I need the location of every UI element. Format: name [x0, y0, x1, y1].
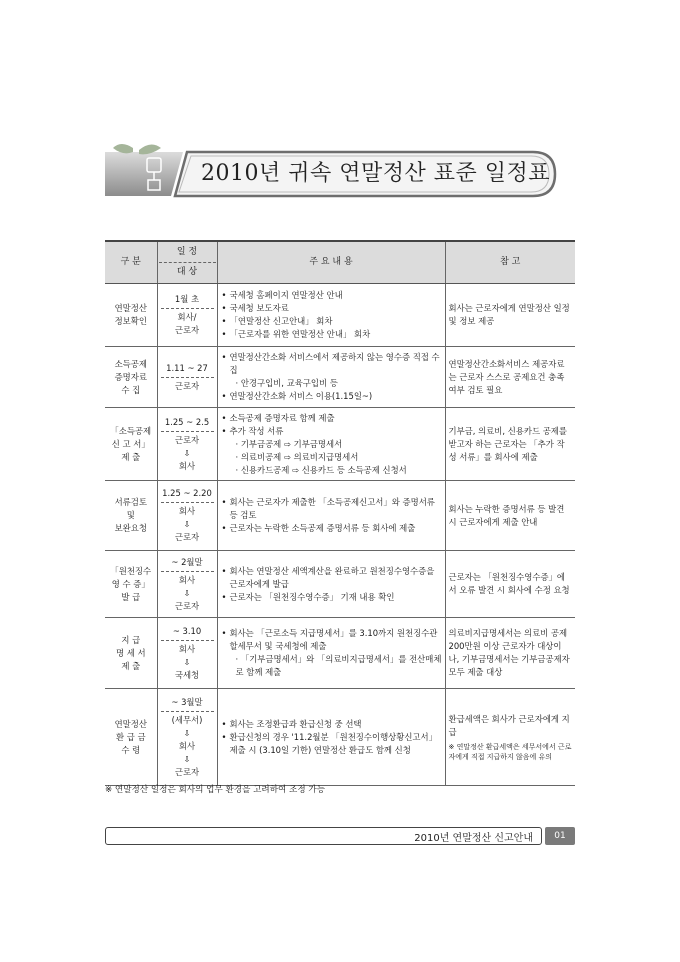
- row-content: [217, 618, 445, 689]
- note-text: 연말정산간소화서비스 제공자료는 근로자 스스로 공제요건 충족 여부 검토 필요: [448, 358, 565, 395]
- row-schedule: [157, 347, 217, 408]
- note-text: 환급세액은 회사가 근로자에게 지급: [448, 713, 570, 737]
- header-schedule-who: 대 상: [176, 267, 198, 277]
- down-arrow-icon: ⇩: [183, 587, 191, 598]
- content-item: · 「기부금명세서」와 「의료비지급명세서」를 전산매체로 함께 제출: [235, 654, 442, 677]
- table-row: [105, 284, 575, 347]
- note-text: 근로자는 「원천징수영수증」에서 오류 발견 시 회사에 수정 요청: [448, 572, 570, 595]
- footer-title: 2010년 연말정산 신고안내: [414, 833, 533, 844]
- who-line: 근로자: [174, 766, 200, 777]
- schedule-date: ~ 2월말: [161, 554, 214, 572]
- content-list: [221, 289, 442, 341]
- content-item: • 근로자는 「원천징수영수증」 기재 내용 확인: [230, 591, 442, 604]
- content-item: • 연말정산간소화 서비스 이용(1.15일~): [230, 390, 442, 403]
- row-category: [105, 481, 157, 551]
- category-line: 지 급: [121, 634, 141, 645]
- category-line: 정보확인: [114, 316, 147, 326]
- schedule-who: [161, 432, 214, 475]
- content-item: • 회사는 근로자가 제출한 「소득공제신고서」와 증명서류 등 검토: [230, 496, 442, 522]
- who-line: 회사/: [177, 312, 197, 322]
- schedule-who: [161, 309, 214, 339]
- title-banner: [103, 140, 558, 202]
- category-line: 수 집: [121, 384, 141, 395]
- category-line: 수 령: [121, 744, 141, 755]
- content-item: · 신용카드공제 ⇨ 신용카드 등 소득공제 신청서: [235, 464, 407, 475]
- who-line: (세무서): [171, 714, 203, 725]
- content-list: [221, 412, 442, 477]
- note-text: 회사는 근로자에게 연말정산 일정 및 정보 제공: [448, 303, 570, 326]
- category-line: 제 출: [121, 660, 141, 671]
- row-content: [217, 284, 445, 347]
- down-arrow-icon: ⇩: [183, 656, 191, 667]
- header-schedule: [157, 241, 217, 284]
- schedule-date: 1.11 ~ 27: [161, 360, 214, 378]
- row-schedule: [157, 689, 217, 786]
- row-schedule: [157, 481, 217, 551]
- schedule-who: [161, 712, 214, 781]
- table-row: [105, 618, 575, 689]
- who-line: 회사: [178, 506, 196, 516]
- category-line: 신 고 서」: [111, 438, 150, 449]
- header-category: 구 분: [105, 241, 157, 284]
- content-item: • 소득공제 증명자료 함께 제출: [230, 412, 442, 425]
- content-item: • 회사는 「근로소득 지급명세서」를 3.10까지 원천징수관할세무서 및 국세청에 제출: [230, 627, 442, 653]
- schedule-date: ~ 3.10: [161, 623, 214, 641]
- row-content: [217, 689, 445, 786]
- schedule-date: 1.25 ~ 2.20: [161, 485, 214, 503]
- table-row: [105, 551, 575, 618]
- row-content: [217, 347, 445, 408]
- content-item: • 근로자는 누락한 소득공제 증명서류 등 회사에 제출: [230, 522, 442, 535]
- schedule-who: [161, 503, 214, 546]
- schedule-date: 1.25 ~ 2.5: [161, 414, 214, 432]
- category-line: 환 급 금: [115, 731, 146, 742]
- row-note: [445, 284, 575, 347]
- category-line: 제 출: [121, 451, 141, 462]
- row-category: [105, 408, 157, 481]
- schedule-date: 1월 초: [161, 291, 214, 309]
- table-header: [105, 241, 575, 284]
- who-line: 근로자: [174, 325, 200, 335]
- row-schedule: [157, 408, 217, 481]
- content-item: • 환급신청의 경우 '11.2월분 「원천징수이행상황신고서」 제출 시 (3.10일 기한) 연말정산 환급도 함께 신청: [230, 731, 442, 757]
- page-title: 2010년 귀속 연말정산 표준 일정표: [201, 161, 550, 186]
- row-content: [217, 408, 445, 481]
- down-arrow-icon: ⇩: [183, 727, 191, 738]
- row-schedule: [157, 551, 217, 618]
- table-row: [105, 481, 575, 551]
- schedule-date: ~ 3월말: [161, 694, 214, 712]
- schedule-who: [161, 378, 214, 395]
- footer-bar: [105, 827, 542, 845]
- row-note: [445, 689, 575, 786]
- row-category: [105, 618, 157, 689]
- who-line: 회사: [178, 643, 196, 654]
- row-note: [445, 347, 575, 408]
- who-line: 회사: [178, 460, 196, 471]
- note-small-text: ※ 연말정산 환급세액은 세무서에서 근로자에게 직접 지급하지 않음에 유의: [448, 742, 572, 761]
- who-line: 근로자: [174, 600, 200, 611]
- header-schedule-date: 일 정: [159, 243, 216, 263]
- row-content: [217, 481, 445, 551]
- content-list: [221, 496, 442, 535]
- who-line: 근로자: [174, 434, 200, 445]
- category-line: 「소득공제: [110, 425, 152, 436]
- who-line: 근로자: [174, 380, 200, 391]
- header-note: 참 고: [445, 241, 575, 284]
- table-row: [105, 689, 575, 786]
- content-item: • 「근로자를 위한 연말정산 안내」 회차: [230, 328, 442, 341]
- content-item: · 안경구입비, 교육구입비 등: [235, 378, 338, 388]
- schedule-who: [161, 641, 214, 684]
- content-item: • 연말정산간소화 서비스에서 제공하지 않는 영수증 직접 수집: [230, 351, 442, 377]
- table-row: [105, 408, 575, 481]
- row-note: [445, 551, 575, 618]
- schedule-table: [105, 240, 575, 786]
- content-list: [221, 718, 442, 757]
- content-item: • 「연말정산 신고안내」 회차: [230, 315, 442, 328]
- who-line: 회사: [178, 740, 196, 751]
- down-arrow-icon: ⇩: [183, 519, 191, 529]
- content-item: · 기부금공제 ⇨ 기부금명세서: [235, 438, 343, 449]
- note-text: 의료비지급명세서는 의료비 공제 200만원 이상 근로자가 대상이나, 기부금명세서는 기부금공제자 모두 제출 대상: [448, 628, 570, 677]
- who-line: 국세청: [174, 669, 200, 680]
- content-item: · 의료비공제 ⇨ 의료비지급명세서: [235, 451, 359, 462]
- row-schedule: [157, 618, 217, 689]
- content-list: [221, 351, 442, 403]
- row-note: [445, 618, 575, 689]
- row-note: [445, 408, 575, 481]
- category-line: 및: [126, 510, 135, 520]
- row-schedule: [157, 284, 217, 347]
- down-arrow-icon: ⇩: [183, 753, 191, 764]
- category-line: 영 수 증」: [111, 578, 150, 589]
- category-line: 발 급: [121, 591, 141, 602]
- note-text: 회사는 누락한 증명서류 등 발견 시 근로자에게 제출 안내: [448, 503, 565, 527]
- row-category: [105, 551, 157, 618]
- row-note: [445, 481, 575, 551]
- note-text: 기부금, 의료비, 신용카드 공제를 받고자 하는 근로자는 「추가 작성 서류」를 회사에 제출: [448, 425, 567, 462]
- content-item: • 국세청 보도자료: [230, 302, 442, 315]
- page-number: 01: [545, 827, 575, 845]
- category-line: 연말정산: [114, 718, 147, 729]
- schedule-who: [161, 572, 214, 615]
- category-line: 명 세 서: [115, 647, 146, 658]
- footnote: ※ 연말정산 일정은 회사의 업무 환경을 고려하여 조정 가능: [105, 785, 325, 795]
- content-item: • 회사는 연말정산 세액계산을 완료하고 원천징수영수증을 근로자에게 발급: [230, 565, 442, 591]
- category-line: 연말정산: [114, 303, 147, 313]
- down-arrow-icon: ⇩: [183, 447, 191, 458]
- content-item: • 추가 작성 서류: [230, 425, 442, 438]
- row-content: [217, 551, 445, 618]
- category-line: 증명자료: [114, 371, 147, 382]
- header-content: 주 요 내 용: [217, 241, 445, 284]
- table-row: [105, 347, 575, 408]
- row-category: [105, 284, 157, 347]
- category-line: 서류검토: [114, 497, 147, 507]
- category-line: 보완요청: [114, 523, 147, 533]
- row-category: [105, 689, 157, 786]
- category-line: 소득공제: [114, 358, 147, 369]
- content-item: • 국세청 홈페이지 연말정산 안내: [230, 289, 442, 302]
- category-line: 「원천징수: [110, 565, 152, 576]
- row-category: [105, 347, 157, 408]
- who-line: 회사: [178, 574, 196, 585]
- who-line: 근로자: [174, 532, 200, 542]
- content-item: • 회사는 조정환급과 환급신청 중 선택: [230, 718, 442, 731]
- content-list: [221, 565, 442, 604]
- content-list: [221, 627, 442, 679]
